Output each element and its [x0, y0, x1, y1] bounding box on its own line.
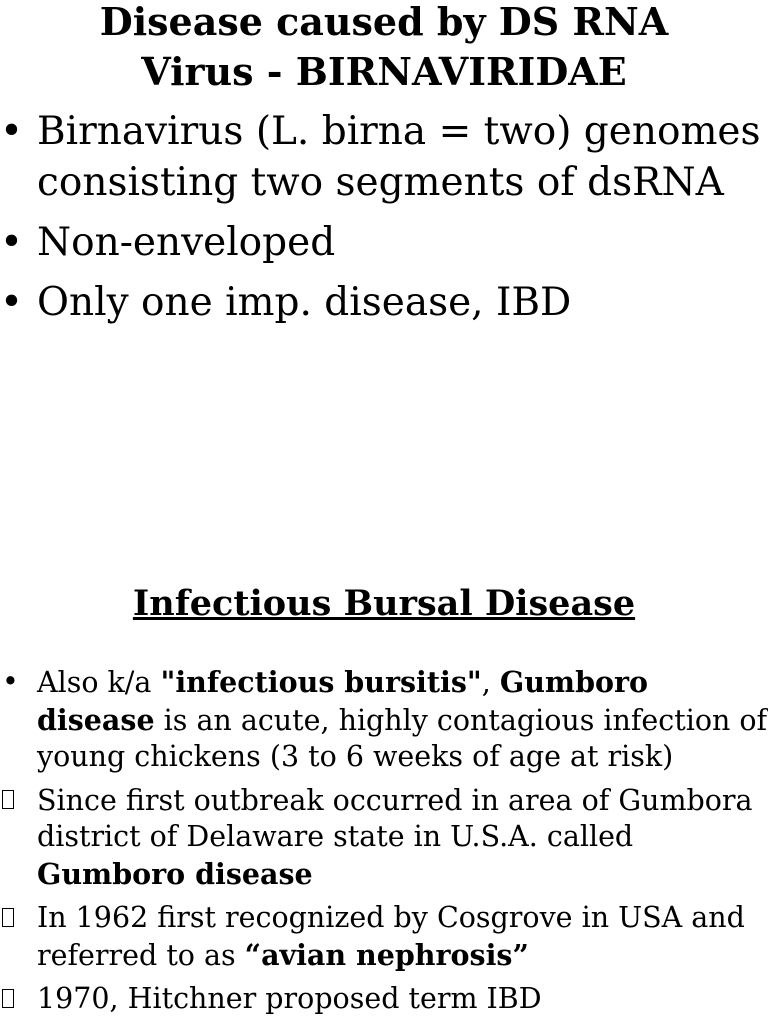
- list-item: [0, 900, 768, 974]
- list-item: [0, 783, 768, 894]
- bullet-dot: •: [0, 109, 24, 154]
- slide-title: Infectious Bursal Disease: [132, 583, 636, 624]
- list-item: [0, 981, 768, 1018]
- slide-birnaviridae: [0, 0, 768, 400]
- bullet-list: [0, 106, 768, 337]
- missing-glyph-bullet-icon: [2, 900, 24, 937]
- bold-term: "infectious bursitis": [160, 665, 482, 699]
- bullet-text: Non-enveloped: [37, 220, 336, 265]
- bullet-list: [0, 664, 768, 1025]
- bullet-text: Also k/a "infectious bursitis", Gumboro disease is an acute, highly contagious infection of young chickens (3 to 6 weeks of age at risk): [37, 665, 768, 773]
- bullet-text: Only one imp. disease, IBD: [37, 280, 572, 325]
- bold-term: “avian nephrosis”: [244, 937, 529, 972]
- title-line-2: Virus - BIRNAVIRIDAE: [141, 49, 627, 94]
- bullet-dot: •: [0, 220, 24, 265]
- bold-term: Gumboro disease: [37, 665, 649, 737]
- bullet-dot: •: [0, 280, 24, 325]
- list-item: [0, 217, 768, 268]
- slide-title: [0, 0, 768, 97]
- list-item: [0, 277, 768, 328]
- bullet-text: In 1962 first recognized by Cosgrove in USA and referred to as “avian nephrosis”: [37, 901, 745, 972]
- missing-glyph-bullet-icon: [2, 783, 24, 820]
- bullet-text: 1970, Hitchner proposed term IBD: [37, 982, 542, 1015]
- missing-glyph-bullet-icon: [2, 981, 24, 1018]
- list-item: [0, 106, 768, 208]
- bullet-dot: •: [2, 665, 19, 698]
- list-item: [0, 664, 768, 776]
- bold-term: Gumboro disease: [37, 856, 313, 891]
- bullet-text: Birnavirus (L. birna = two) genomes consisting two segments of dsRNA: [37, 109, 761, 205]
- slide-ibd: [0, 560, 768, 1024]
- bullet-text: Since first outbreak occurred in area of Gumbora district of Delaware state in U.S.A. called Gumboro disease: [37, 783, 753, 891]
- title-line-1: Disease caused by DS RNA: [99, 0, 669, 44]
